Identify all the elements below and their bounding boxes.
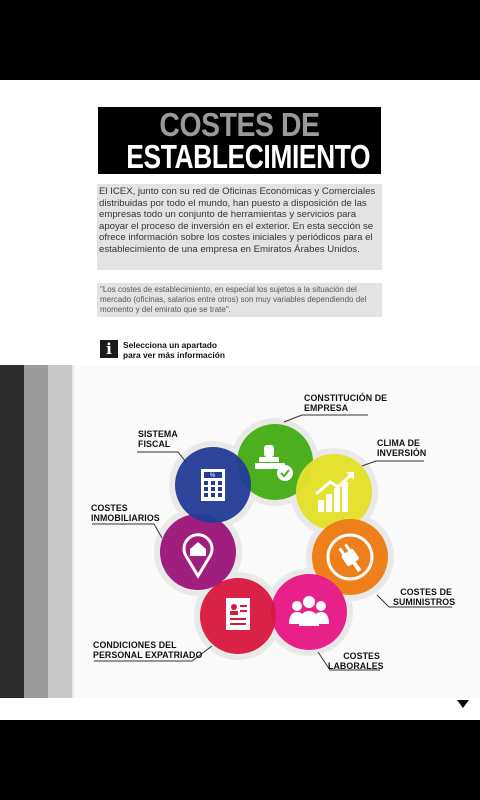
label-suministros-line2: SUMINISTROS — [393, 596, 456, 607]
info-icon: i — [100, 340, 118, 358]
label-fiscal-line1: SISTEMA — [138, 429, 178, 439]
content-page — [0, 80, 480, 720]
label-fiscal-line2: FISCAL — [138, 438, 171, 449]
label-inmobiliarios-line1: COSTES — [91, 503, 128, 513]
sections-diagram — [0, 80, 480, 720]
scroll-down-arrow-icon[interactable] — [457, 700, 469, 708]
title-line-1: COSTES DE — [159, 106, 320, 143]
section-circle-inmobiliarios[interactable] — [160, 514, 236, 590]
label-laborales-line2: LABORALES — [328, 660, 384, 671]
section-circle-personal[interactable] — [200, 578, 276, 654]
label-suministros-line1: COSTES DE — [400, 587, 452, 597]
label-constitucion-line2: EMPRESA — [304, 402, 349, 413]
label-laborales[interactable] — [328, 651, 384, 671]
title-line-2: ESTABLECIMIENTO — [126, 138, 371, 175]
label-constitucion-line1: CONSTITUCIÓN DE — [304, 393, 388, 403]
section-circle-clima[interactable] — [296, 454, 372, 530]
label-suministros[interactable] — [393, 587, 456, 607]
section-circle-fiscal[interactable] — [175, 447, 251, 523]
label-laborales-line1: COSTES — [343, 651, 380, 661]
leader-constitucion-tip — [284, 415, 302, 422]
label-personal-line2: PERSONAL EXPATRIADO — [93, 649, 203, 660]
label-personal-line1: CONDICIONES DEL — [93, 640, 177, 650]
calculator-symbol: % — [210, 473, 216, 479]
calculator-icon — [201, 469, 225, 501]
document-icon — [226, 598, 250, 630]
section-circle-laborales[interactable] — [271, 574, 347, 650]
label-constitucion[interactable] — [304, 394, 387, 413]
label-clima-line1: CLIMA DE — [377, 438, 420, 448]
info-hint-line-2: para ver más información — [123, 349, 225, 360]
label-clima[interactable] — [377, 439, 426, 458]
leader-inmobiliarios — [92, 524, 162, 538]
intro-paragraph: El ICEX, junto con su red de Oficinas Económicas y Comerciales distribuidas por todo el mundo, han puesto a disposición de las empresas todo un conjunto de herramientas y servicios para apoyar el proceso de inversión en el exterior. En esta sección se ofrece información sobre los costes iniciales y periódicos para el establecimiento de una empresa en Emiratos Árabes Unidos. — [97, 184, 382, 270]
label-inmobiliarios-line2: INMOBILIARIOS — [91, 512, 160, 523]
info-hint-line-1: Selecciona un apartado — [123, 340, 218, 350]
label-clima-line2: INVERSIÓN — [377, 447, 427, 458]
label-inmobiliarios[interactable] — [91, 504, 160, 523]
quote-paragraph: "Los costes de establecimiento, en especial los sujetos a la situación del mercado (oficinas, salarios entre otros) son muy variables dependiendo del momento y del emirato que se trate". — [97, 283, 382, 317]
label-personal[interactable] — [93, 641, 202, 660]
label-fiscal[interactable] — [138, 430, 178, 449]
